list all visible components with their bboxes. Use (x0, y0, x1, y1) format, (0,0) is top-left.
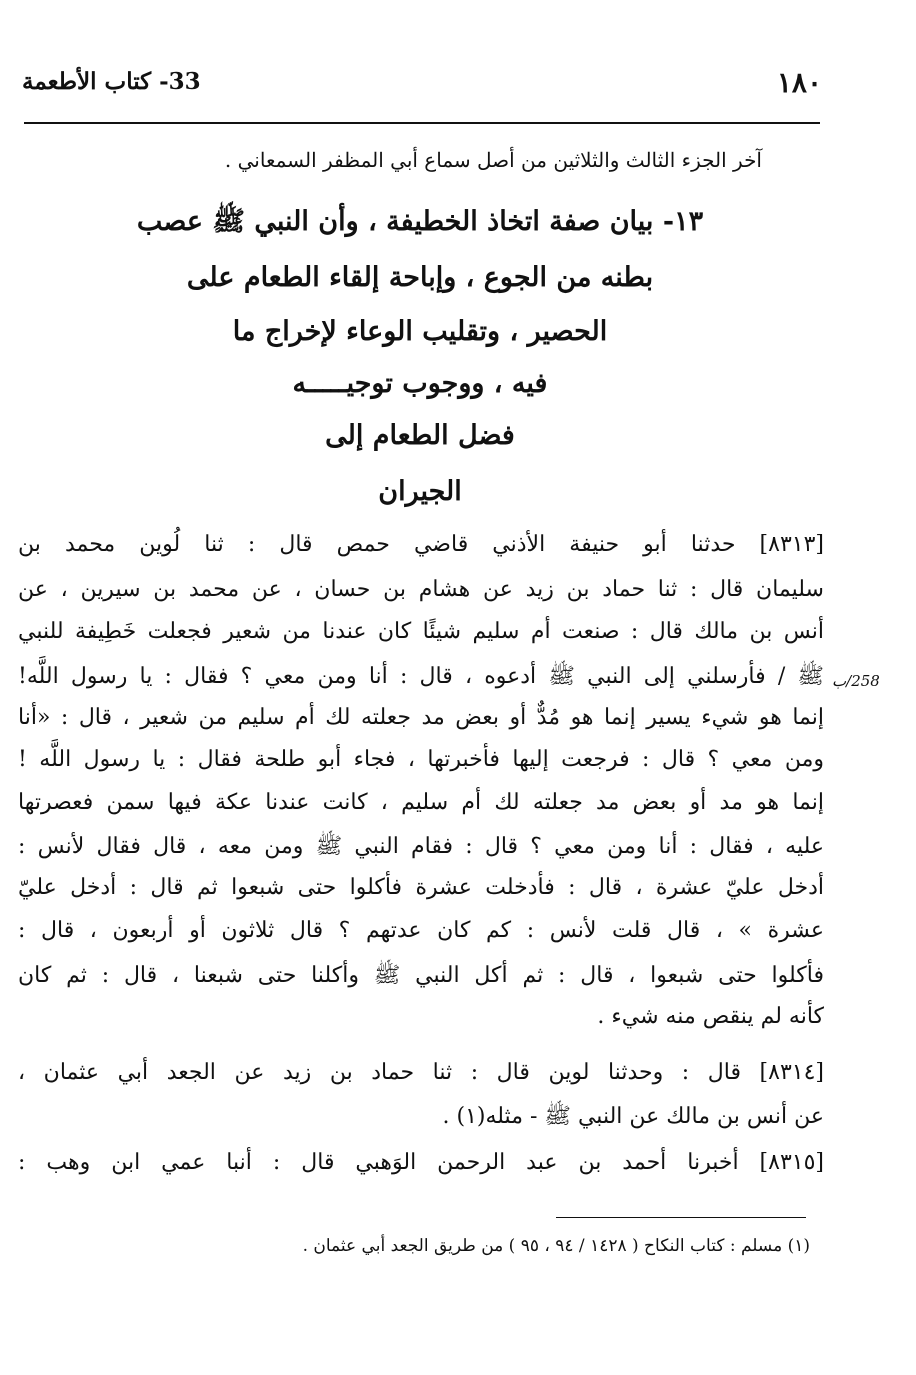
section-title-line-2: بطنه من الجوع ، وإباحة إلقاء الطعام على (186, 262, 654, 293)
colophon-note: آخر الجزء الثالث والثلاثين من أصل سماع أبي المظفر السمعاني . (224, 148, 762, 172)
body-line: عشرة » ، قال قلت لأنس : كم كان عدتهم ؟ قال ثلاثون أو أربعون ، قال : (18, 918, 824, 943)
body-line: سليمان قال : ثنا حماد بن زيد عن هشام بن حسان ، عن محمد بن سيرين ، عن (18, 577, 824, 602)
footnote: (١) مسلم : كتاب النكاح ( ١٤٢٨ / ٩٤ ، ٩٥ ) من طريق الجعد أبي عثمان . (302, 1236, 810, 1256)
body-line: أدخل عليّ عشرة ، قال : فأدخلت عشرة فأكلوا حتى شبعوا ثم قال : أدخل عليّ (18, 875, 824, 900)
manuscript-folio-marker: 258/ب (832, 672, 880, 690)
body-line: عليه ، فقال : أنا ومن معي ؟ قال : فقام النبي ﷺ ومن معه ، قال فقال لأنس : (18, 834, 824, 859)
page-number: ١٨٠ (776, 66, 822, 99)
page-header (22, 62, 822, 106)
section-title-line-5: فضل الطعام إلى (325, 420, 515, 451)
footnote-rule (556, 1217, 806, 1218)
section-title-line-6: الجيران (378, 476, 462, 507)
body-line: ومن معي ؟ قال : فرجعت إليها فأخبرتها ، فجاء أبو طلحة فقال : يا رسول اللَّه ! (18, 747, 824, 772)
body-line: [٨٣١٤] قال : وحدثنا لوين قال : ثنا حماد بن زيد عن الجعد أبي عثمان ، (18, 1060, 824, 1085)
body-line: إنما هو شيء يسير إنما هو مُدٌّ أو بعض مد جعلته لك أم سليم من شعير ، قال : «أنا (18, 705, 824, 730)
body-line: ﷺ / فأرسلني إلى النبي ﷺ أدعوه ، قال : أنا ومن معي ؟ فقال : يا رسول اللَّه! (18, 664, 825, 689)
section-title-line-3: الحصير ، وتقليب الوعاء لإخراج ما (232, 316, 608, 347)
body-line: [٨٣١٣] حدثنا أبو حنيفة الأذني قاضي حمص قال : ثنا لُوين محمد بن (18, 532, 824, 557)
body-line: عن أنس بن مالك عن النبي ﷺ - مثله(١) . (442, 1104, 824, 1129)
body-line: أنس بن مالك قال : صنعت أم سليم شيئًا كان عندنا من شعير فجعلت خَطِيفة للنبي (18, 619, 824, 644)
running-head-chapter: 33- كتاب الأطعمة (22, 68, 201, 95)
body-line: فأكلوا حتى شبعوا ، قال : ثم أكل النبي ﷺ وأكلنا حتى شبعنا ، قال : ثم كان (18, 963, 824, 988)
section-title-line-1: ١٣- بيان صفة اتخاذ الخطيفة ، وأن النبي ﷺ عصب (136, 206, 704, 237)
header-rule (24, 122, 820, 124)
body-line: كأنه لم ينقص منه شيء . (597, 1004, 824, 1029)
body-line: إنما هو مد أو بعض مد جعلته لك أم سليم ، كانت عندنا عكة فيها سمن فعصرتها (18, 790, 824, 815)
body-line: [٨٣١٥] أخبرنا أحمد بن عبد الرحمن الوَهبي قال : أنبا عمي ابن وهب : (18, 1150, 824, 1175)
section-title-line-4: فيه ، ووجوب توجيـــــه (292, 368, 548, 399)
